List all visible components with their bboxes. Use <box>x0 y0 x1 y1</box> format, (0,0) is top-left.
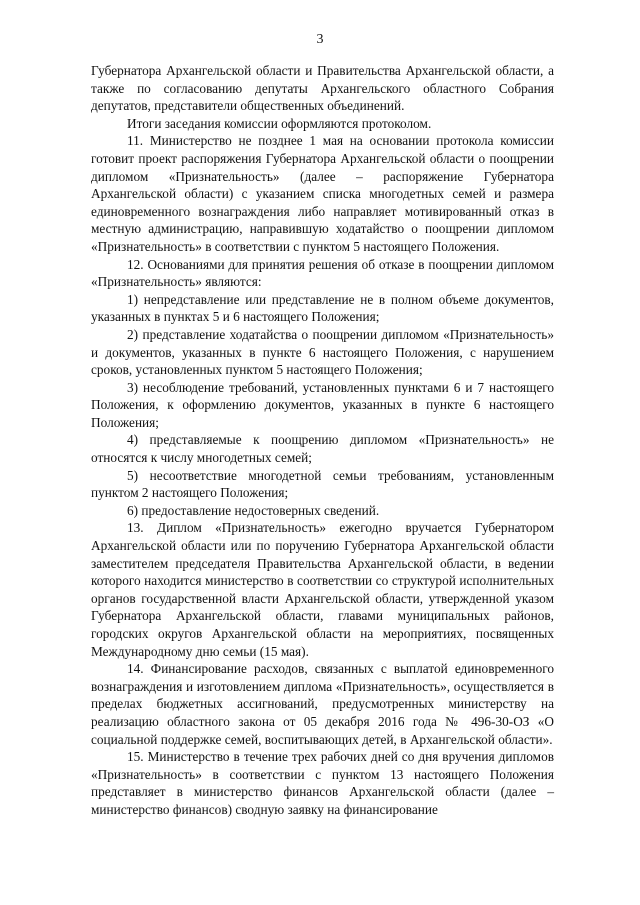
paragraph-12-item-5: 5) несоответствие многодетной семьи требованиям, установленным пунктом 2 настоящего Положения; <box>91 467 554 501</box>
paragraph-protocol: Итоги заседания комиссии оформляются протоколом. <box>127 115 432 131</box>
paragraph-continuation: Губернатора Архангельской области и Правительства Архангельской области, а также по согласованию депутаты Архангельского областного Собрания депутатов, представители общественных объединений. <box>91 63 554 114</box>
paragraph-12-item-1: 1) непредставление или представление не в полном объеме документов, указанных в пунктах 5 и 6 настоящего Положения; <box>91 291 554 325</box>
paragraph-12-item-2: 2) представление ходатайства о поощрении дипломом «Признательность» и документов, указанных в пункте 6 настоящего Положения, с нарушением сроков, установленных пунктом 5 настоящего Положения; <box>91 326 554 378</box>
page-number: 3 <box>316 32 324 47</box>
paragraph-12-item-3: 3) несоблюдение требований, установленных пунктами 6 и 7 настоящего Положения, к оформлению документов, указанных в пункте 6 настоящего Положения; <box>91 379 554 430</box>
paragraph-12: 12. Основаниями для принятия решения об отказе в поощрении дипломом «Признательность» являются: <box>91 256 554 290</box>
paragraph-12-item-4: 4) представляемые к поощрению дипломом «Признательность» не относятся к числу многодетных семей; <box>91 432 554 466</box>
paragraph-11: 11. Министерство не позднее 1 мая на основании протокола комиссии готовит проект распоряжения Губернатора Архангельской области о поощрении дипломом «Признательность» (далее – распоряжение Губернатора Архангельской области) с указанием списка многодетных семей и размера единовременного вознаграждения либо направляет мотивированный отказ в местную администрацию, направившую ходатайство о поощрении дипломом «Признательность» в соответствии с пунктом 5 настоящего Положения. <box>91 133 554 254</box>
paragraph-14: 14. Финансирование расходов, связанных с выплатой единовременного вознаграждения и изготовлением диплома «Признательность», осуществляется в пределах бюджетных ассигнований, предусмотренных министерству на реализацию областного закона от 05 декабря 2016 года № 496-30-ОЗ «О социальной поддержке семей, воспитывающих детей, в Архангельской области». <box>91 661 554 747</box>
document-body <box>91 62 554 819</box>
paragraph-15: 15. Министерство в течение трех рабочих дней со дня вручения дипломов «Признательность» в соответствии с пунктом 13 настоящего Положения представляет в министерство финансов Архангельской области (далее – министерство финансов) сводную заявку на финансирование <box>91 749 554 817</box>
paragraph-13: 13. Диплом «Признательность» ежегодно вручается Губернатором Архангельской области или по поручению Губернатора Архангельской области заместителем председателя Правительства Архангельской области, в ведении которого находится министерство в соответствии со структурой исполнительных органов государственной власти Архангельской области, утвержденной указом Губернатора Архангельской области, главами муниципальных районов, городских округов Архангельской области на мероприятиях, посвященных Международному дню семьи (15 мая). <box>91 520 554 659</box>
paragraph-12-item-6: 6) предоставление недостоверных сведений. <box>127 502 380 518</box>
